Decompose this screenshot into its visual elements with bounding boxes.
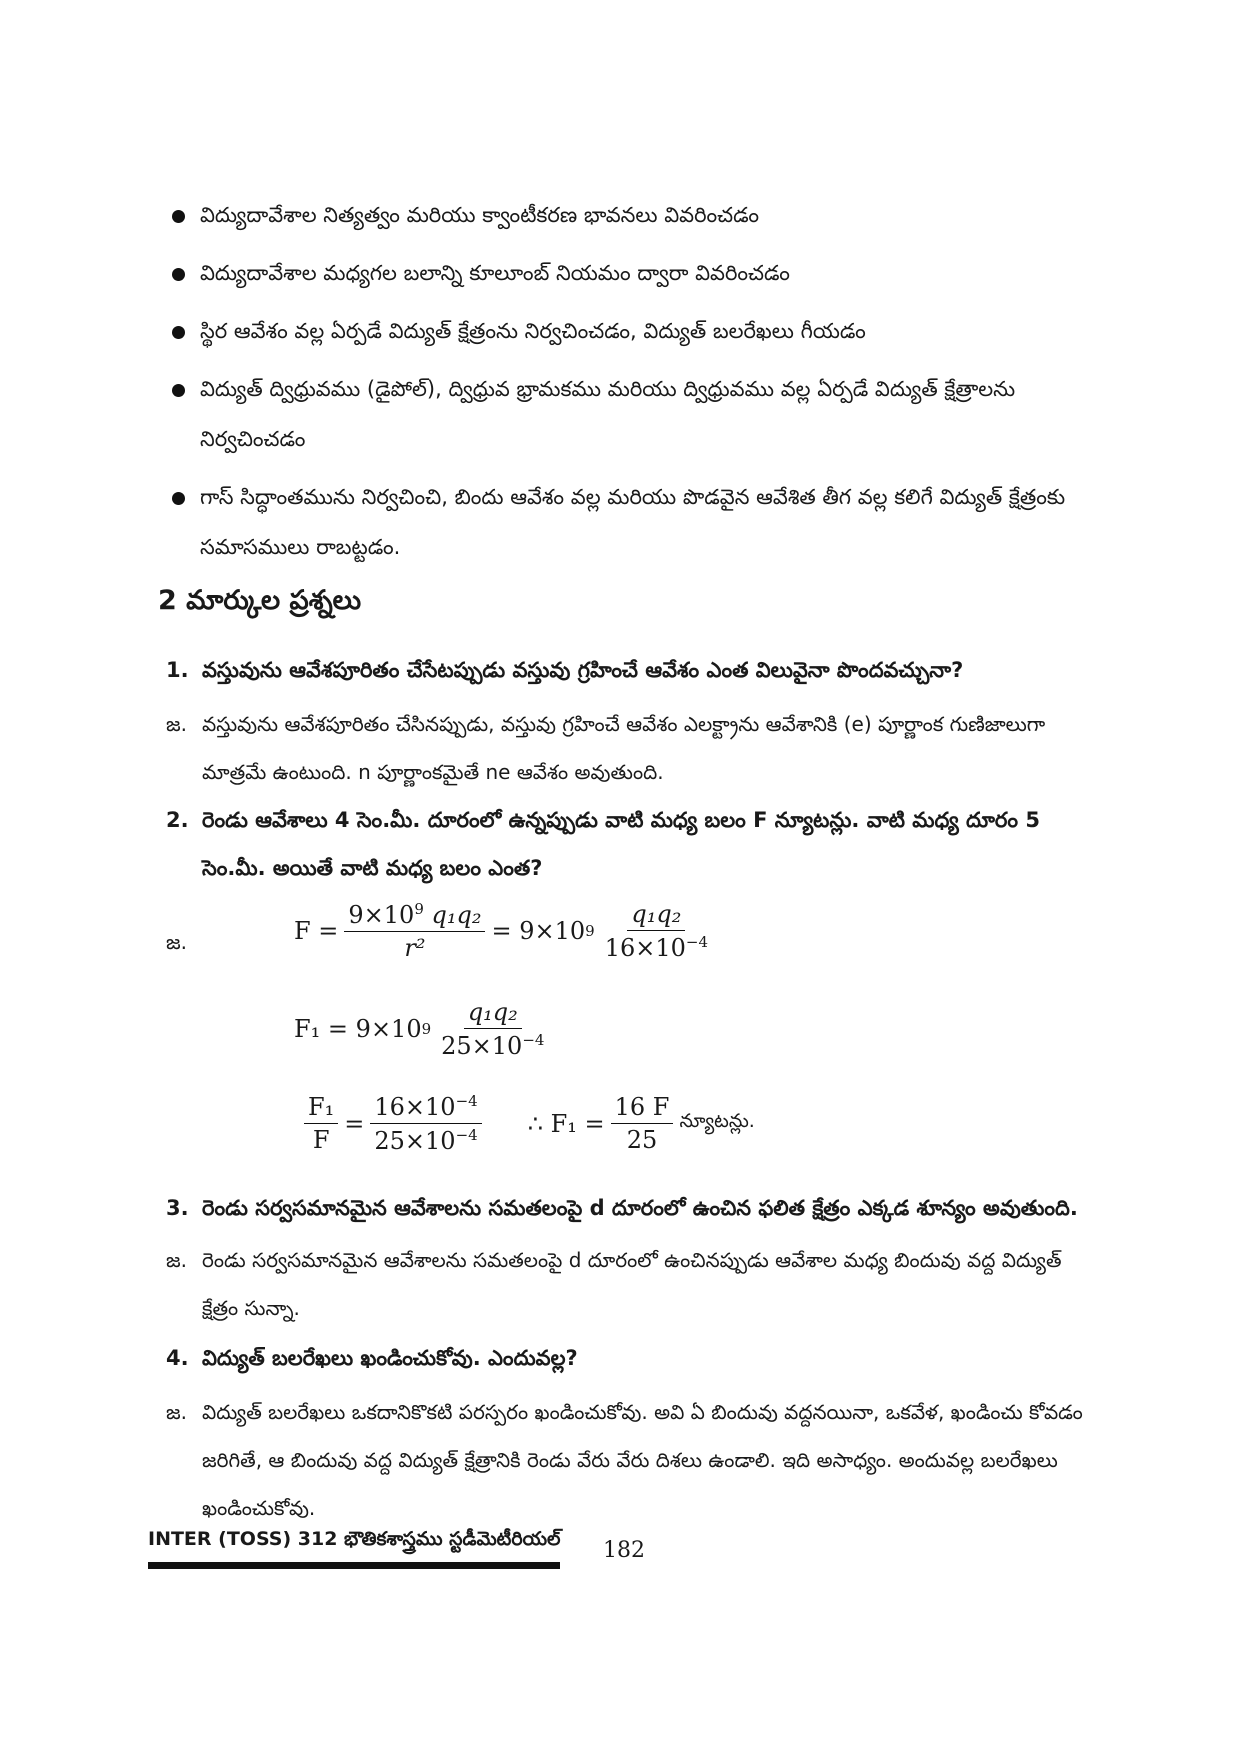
answer-1: జ. వస్తువును ఆవేశపూరితం చేసినప్పుడు, వస్తువు గ్రహించే ఆవేశం ఎలక్ట్రాను ఆవేశానికి (e) పూర్ణాంక గుణిజాలుగా మాత్రమే ఉంటుంది. n పూర్ణాంకమైతే ne ఆవేశం అవుతుంది.: [166, 712, 1046, 784]
bullet-icon: [172, 384, 185, 397]
equation-2: F₁ = 9×10 9 $\frac{\text{q₁q₂}}{25\times 10^{-4}}$: [294, 998, 554, 1060]
fraction: $\frac{9\times 10^9 q_1q_2}{\text{r²}}$: [344, 900, 485, 962]
bullet-icon: [172, 268, 185, 281]
answer-4: జ. విద్యుత్ బలరేఖలు ఒకదానికొకటి పరస్పరం ఖండించుకోవు. అవి ఏ బిందువు వద్దనయినా, ఒకవేళ, ఖండించు కోవడం జరిగితే, ఆ బిందువు వద్ద విద్యుత్ క్షేత్రానికి రెండు వేరు వేరు దిశలు ఉండాలి. ఇది అసాధ్యం. అందువల్ల బలరేఖలు ఖండించుకోవు.: [166, 1400, 1083, 1520]
page-number: 182: [603, 1538, 645, 1563]
question-3: 3. రెండు సర్వసమానమైన ఆవేశాలను సమతలంపై d దూరంలో ఉంచిన ఫలిత క్షేత్రం ఎక్కడ శూన్యం అవుతుంది.: [166, 1196, 1078, 1220]
fraction: $\frac{\text{F₁}}{F}$: [304, 1093, 338, 1154]
section-title: 2 మార్కుల ప్రశ్నలు: [158, 585, 362, 616]
question-4: 4. విద్యుత్ బలరేఖలు ఖండించుకోవు. ఎందువల్ల?: [166, 1346, 578, 1370]
fraction: $\frac{\text{q₁q₂}}{25\times 10^{-4}}$: [441, 998, 545, 1060]
equation-3: $\frac{\text{F₁}}{F}$ = $\frac{16\times 10^{-4}}{25\times 10^{-4}}$ ∴ F₁ = $\frac{16 F}{25}$ న్యూటన్లు.: [298, 1092, 755, 1155]
objectives-list: [172, 190, 1097, 580]
fraction: $\frac{\text{q₁q₂}}{16\times 10^{-4}}$: [604, 900, 709, 962]
list-item: గాస్ సిద్ధాంతమును నిర్వచించి, బిందు ఆవేశం వల్ల మరియు పొడవైన ఆవేశిత తీగ వల్ల కలిగే విద్యుత్ క్షేత్రంకు సమాసములు రాబట్టడం.: [172, 472, 1097, 572]
list-item: స్థిర ఆవేశం వల్ల ఏర్పడే విద్యుత్ క్షేత్రంను నిర్వచించడం, విద్యుత్ బలరేఖలు గీయడం: [172, 306, 1097, 356]
footer-title: INTER (TOSS) 312 భౌతికశాస్త్రము స్టడీమెటీరియల్: [148, 1528, 561, 1550]
bullet-icon: [172, 210, 185, 223]
footer-rule: [148, 1562, 560, 1569]
bullet-icon: [172, 326, 185, 339]
question-1: 1. వస్తువును ఆవేశపూరితం చేసేటప్పుడు వస్తువు గ్రహించే ఆవేశం ఎంత విలువైనా పొందవచ్చునా?: [166, 658, 964, 682]
list-item: విద్యుత్ ద్విధ్రువము (డైపోల్), ద్విధ్రువ భ్రామకము మరియు ద్విధ్రువము వల్ల ఏర్పడే విద్యుత్ క్షేత్రాలను నిర్వచించడం: [172, 364, 1097, 464]
answer-3: జ. రెండు సర్వసమానమైన ఆవేశాలను సమతలంపై d దూరంలో ఉంచినప్పుడు ఆవేశాల మధ్య బిందువు వద్ద విద్యుత్ క్షేత్రం సున్నా.: [166, 1248, 1062, 1320]
question-2: 2. రెండు ఆవేశాలు 4 సెం.మీ. దూరంలో ఉన్నప్పుడు వాటి మధ్య బలం F న్యూటన్లు. వాటి మధ్య దూరం 5 సెం.మీ. అయితే వాటి మధ్య బలం ఎంత?: [166, 808, 1040, 880]
equation-1: F = $\frac{9\times 10^9 q_1q_2}{\text{r²}}$ = 9×10 9 $\frac{\text{q₁q₂}}{16\times 10^{-4}}$: [294, 900, 718, 962]
fraction: $\frac{16\times 10^{-4}}{25\times 10^{-4}}$: [370, 1092, 481, 1155]
list-item: విద్యుదావేశాల మధ్యగల బలాన్ని కూలూంబ్ నియమం ద్వారా వివరించడం: [172, 248, 1097, 298]
fraction: $\frac{16 F}{25}$: [611, 1093, 674, 1154]
page: విద్యుదావేశాల నిత్యత్వం మరియు క్వాంటీకరణ భావనలు వివరించడం విద్యుదావేశాల మధ్యగల బలాన్ని కూలూంబ్ నియమం ద్వారా వివరించడం స్థిర ఆవేశం వల్ల ఏర్పడే విద్యుత్ క్షేత్రంను నిర్వచించడం, విద్యుత్ బలరేఖలు గీయడం విద్యుత్ ద్విధ్రువము (డైపోల్), ద్విధ్రువ భ్రామకము మరియు ద్విధ్రువము వల్ల ఏర్పడే విద్యుత్ క్షేత్రాలను నిర్వచించడం గాస్ సిద్ధాంతమును నిర్వచించి, బిందు ఆవేశం వల్ల మరియు పొడవైన ఆవేశిత తీగ వల్ల కలిగే విద్యుత్ క్షేత్రంకు సమాసములు రాబట్టడం. 2 మార్కుల ప్రశ్నలు 1. వస్తువును ఆవేశపూరితం చేసేటప్పుడు వస్తువు గ్రహించే ఆవేశం ఎంత విలువైనా పొందవచ్చునా? జ. వస్తువును ఆవేశపూరితం చేసినప్పుడు, వస్తువు గ్రహించే ఆవేశం ఎలక్ట్రాను ఆవేశానికి (e) పూర్ణాంక గుణిజాలుగా మాత్రమే ఉంటుంది. n పూర్ణాంకమైతే ne ఆవేశం అవుతుంది. 2. రెండు ఆవేశాలు 4 సెం.మీ. దూరంలో ఉన్నప్పుడు వాటి మధ్య బలం F న్యూటన్లు. వాటి మధ్య దూరం 5 సెం.మీ. అయితే వాటి మధ్య బలం ఎంత? జ. F = $\frac{9\times 10^9 q_1q_2}{\text{r²}}$ = 9×10 9 $\frac{\text{q₁q₂}}{16\times 10^{-4}}$ F₁ = 9×10 9 $\frac{\text{q₁q₂}}{25\times 10^{-4}}$ $\frac{\text{F₁}}{F}$ = $\frac{16\times 10^{-4}}{25\times 10^{-4}}$ ∴ F₁ = $\frac{16 F}{25}$ న్యూటన్లు. 3. రెండు సర్వసమానమైన ఆవేశాలను సమతలంపై d దూరంలో ఉంచిన ఫలిత క్షేత్రం ఎక్కడ శూన్యం అవుతుంది. జ. రెండు సర్వసమానమైన ఆవేశాలను సమతలంపై d దూరంలో ఉంచినప్పుడు ఆవేశాల మధ్య బిందువు వద్ద విద్యుత్ క్షేత్రం సున్నా. 4. విద్యుత్ బలరేఖలు ఖండించుకోవు. ఎందువల్ల? జ. విద్యుత్ బలరేఖలు ఒకదానికొకటి పరస్పరం ఖండించుకోవు. అవి ఏ బిందువు వద్దనయినా, ఒకవేళ, ఖండించు కోవడం జరిగితే, ఆ బిందువు వద్ద విద్యుత్ క్షేత్రానికి రెండు వేరు వేరు దిశలు ఉండాలి. ఇది అసాధ్యం. అందువల్ల బలరేఖలు ఖండించుకోవు. INTER (TOSS) 312 భౌతికశాస్త్రము స్టడీమెటీరియల్ 182: [0, 0, 1240, 1755]
list-item: విద్యుదావేశాల నిత్యత్వం మరియు క్వాంటీకరణ భావనలు వివరించడం: [172, 190, 1097, 240]
bullet-icon: [172, 492, 185, 505]
